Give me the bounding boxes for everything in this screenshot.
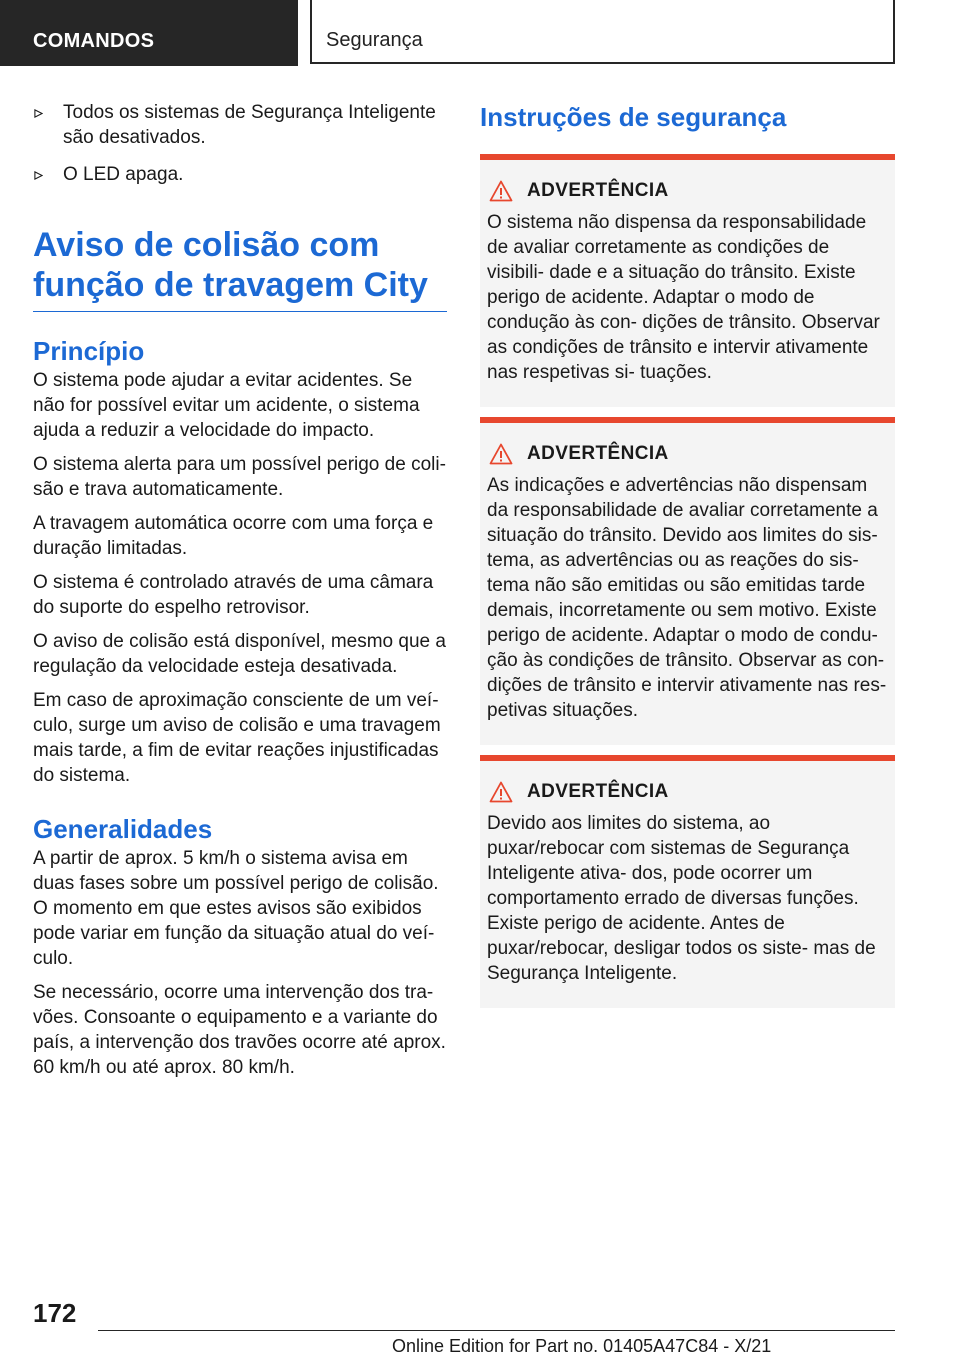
right-column [480,100,895,1018]
paragraph: A travagem automática ocorre com uma força e duração limitadas. [33,513,434,559]
paragraph: O aviso de colisão está disponível, mesmo que a regulação da velocidade esteja desativada. [33,631,446,677]
paragraph: Se necessário, ocorre uma intervenção dos tra‐ vões. Consoante o equipamento e a variante do país, a intervenção dos travões ocorre até aprox. 60 km/h ou até aprox. 80 km/h. [33,982,446,1078]
subsection-label: Segurança [326,29,423,51]
bullet-item [33,162,447,187]
section-label: COMANDOS [33,30,155,52]
footer-divider [98,1330,895,1331]
warning-box [480,755,895,1008]
warning-title: ADVERTÊNCIA [527,180,669,201]
paragraph: O sistema pode ajudar a evitar acidentes. Se não for possível evitar um acidente, o sistema ajuda a reduzir a velocidade do impacto. [33,370,420,441]
paragraph: Em caso de aproximação consciente de um veí‐ culo, surge um aviso de colisão e uma travagem mais tarde, a fim de evitar reações injustificadas do sistema. [33,690,441,786]
warning-header [489,781,888,803]
bullet-text: O LED apaga. [63,164,184,185]
page-header [0,0,960,66]
left-column [33,100,447,1089]
warning-text: O sistema não dispensa da responsabilidade de avaliar corretamente as condições de visibili‐ dade e a situação do trânsito. Existe perigo de acidente. Adaptar o modo de condução às con‐ dições de trânsito. Observar as condições de trânsito e intervir ativamente nas respetivas si‐ tuações. [487,212,880,383]
safety-heading: Instruções de segurança [480,102,787,132]
warning-triangle-icon [489,180,513,202]
warning-header [489,180,888,202]
paragraph: O sistema alerta para um possível perigo de coli‐ são e trava automaticamente. [33,454,446,500]
edition-text: Online Edition for Part no. 01405A47C84 - X/21 [392,1336,772,1356]
warning-box [480,417,895,745]
principio-heading: Princípio [33,336,145,366]
subsection-tab [310,0,895,64]
triangle-right-outline-icon [34,171,43,180]
triangle-right-outline-icon [34,109,43,118]
warning-text: As indicações e advertências não dispensam da responsabilidade de avaliar corretamente a situação do trânsito. Devido aos limites do sis‐ tema, as advertências ou as reações do sis‐ tema não são emitidas ou são emitidas tarde demais, incorretamente ou sem motivo. Existe perigo de acidente. Adaptar o modo de condu‐ ção às condições de trânsito. Observar as con‐ dições de trânsito e intervir ativamente nas res‐ petivas situações. [487,475,887,721]
bullet-text: Todos os sistemas de Segurança Inteligente são desativados. [63,102,436,148]
warning-title: ADVERTÊNCIA [527,443,669,464]
page-number: 172 [33,1298,77,1328]
main-heading: Aviso de colisão com função de travagem City [33,225,447,312]
warning-box [480,154,895,407]
warning-text: Devido aos limites do sistema, ao puxar/rebocar com sistemas de Segurança Inteligente ativa‐ dos, pode ocorrer um comportamento errado de diversas funções. Existe perigo de acidente. Antes de puxar/rebocar, desligar todos os siste‐ mas de Segurança Inteligente. [487,813,876,984]
warning-header [489,443,888,465]
bullet-item [33,100,447,150]
warning-title: ADVERTÊNCIA [527,781,669,802]
warning-triangle-icon [489,443,513,465]
paragraph: O sistema é controlado através de uma câmara do suporte do espelho retrovisor. [33,572,434,618]
section-tab [0,0,298,66]
generalidades-heading: Generalidades [33,814,213,844]
paragraph: A partir de aprox. 5 km/h o sistema avisa em duas fases sobre um possível perigo de colisão. O momento em que estes avisos são exibidos pode variar em função da situação atual do veí‐ culo. [33,848,439,969]
warning-triangle-icon [489,781,513,803]
